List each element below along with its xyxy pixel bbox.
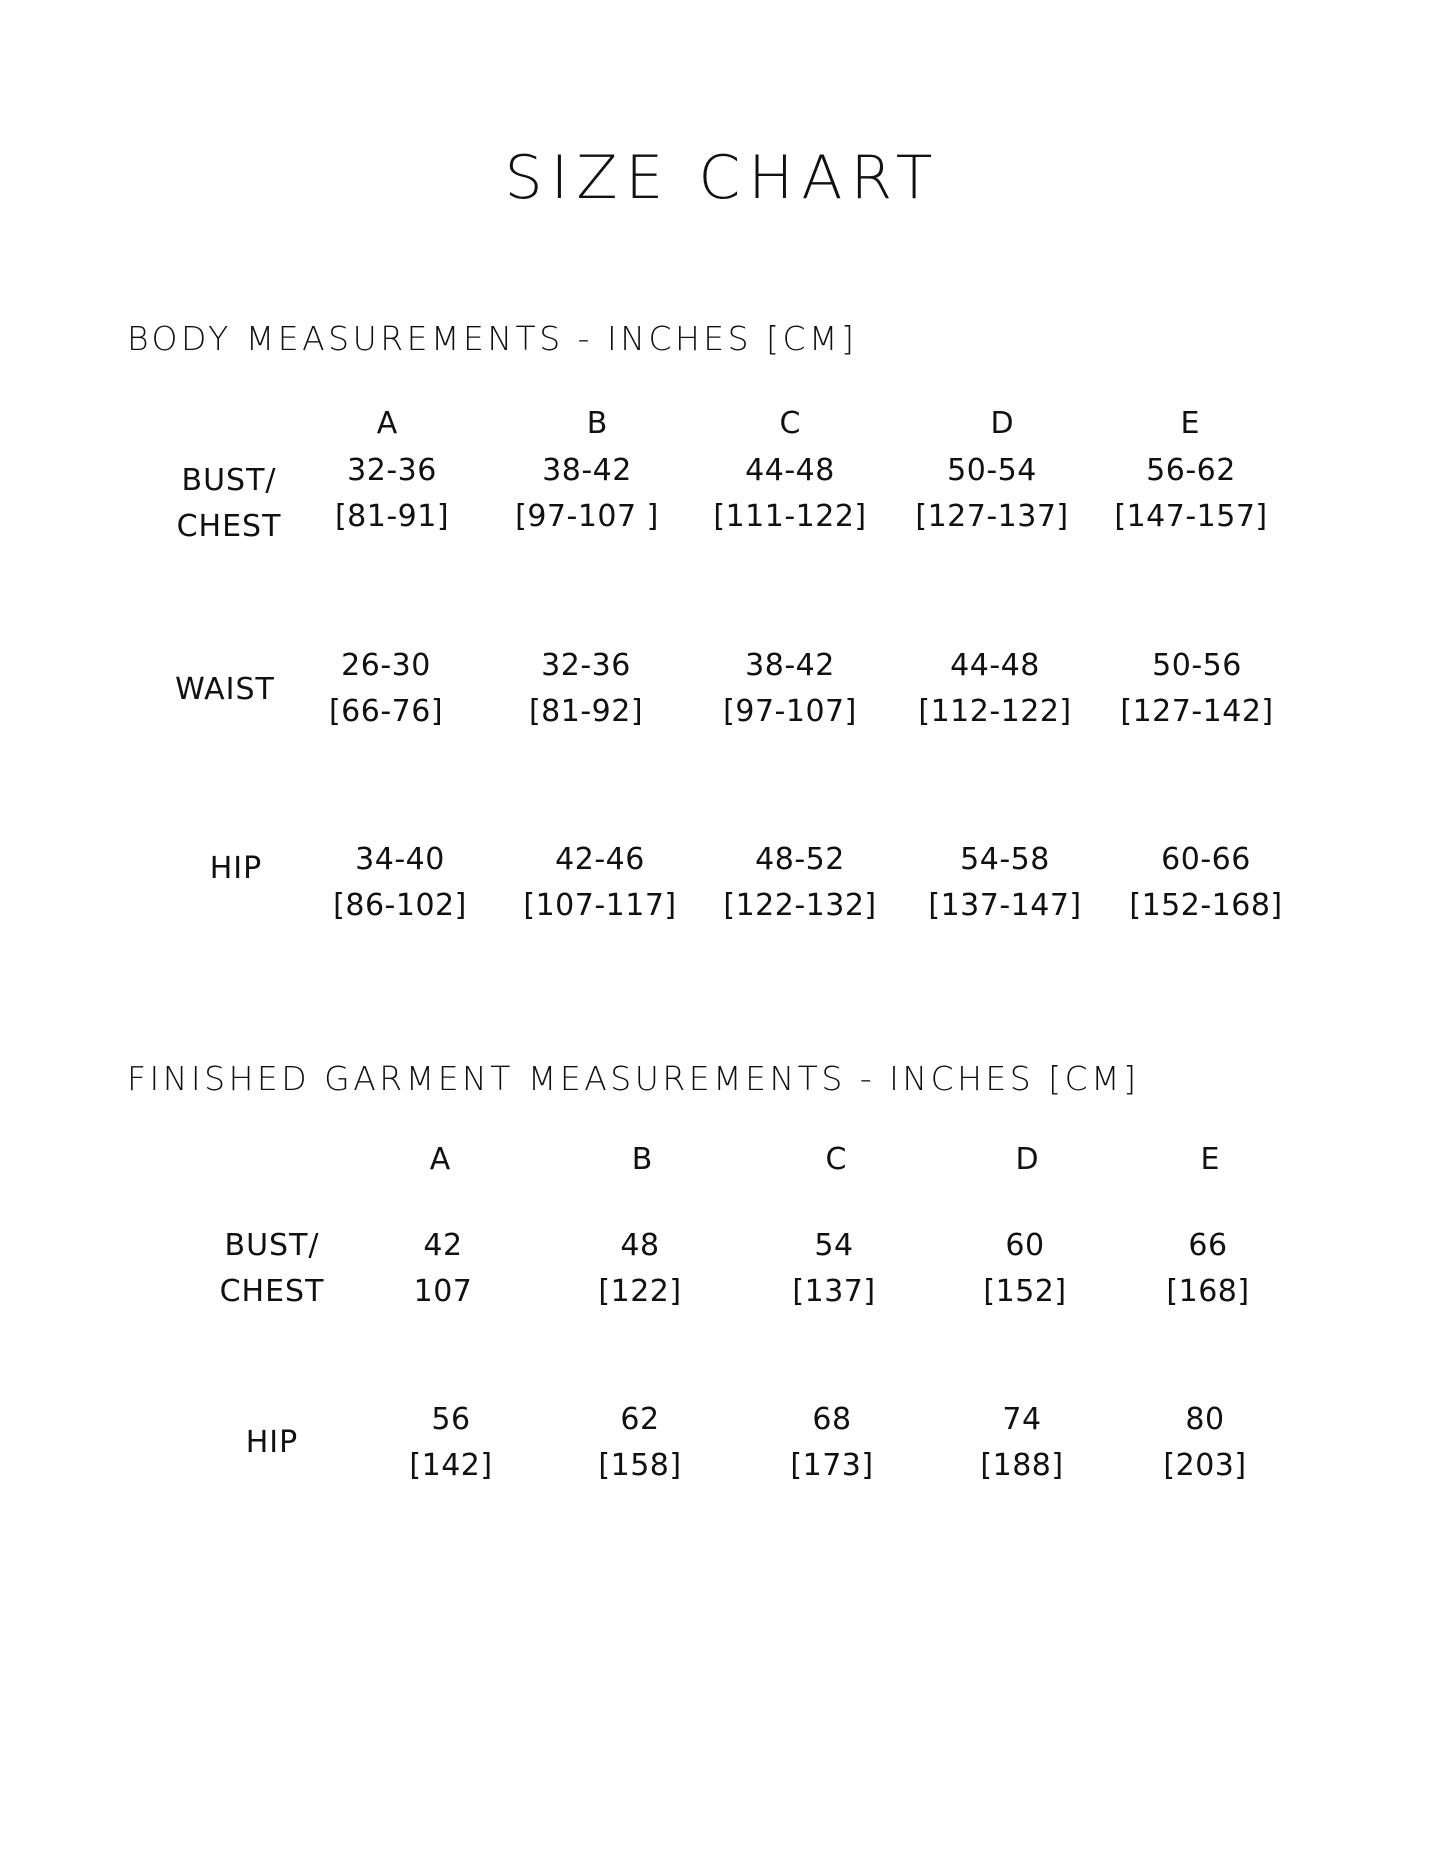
inches-value: 44-48: [745, 453, 835, 488]
cm-value: [66-76]: [328, 694, 444, 729]
cm-value: [107-117]: [523, 888, 677, 923]
garment-col-header-c: C: [825, 1142, 847, 1177]
cm-value: [168]: [1166, 1274, 1250, 1309]
inches-value: 54: [814, 1228, 854, 1263]
cm-value: [152-168]: [1129, 888, 1283, 923]
page-title: SIZE CHART: [504, 143, 941, 213]
row-label-line: CHEST: [219, 1274, 325, 1309]
body-hip-cell-d: [928, 837, 1081, 929]
cm-value: [81-92]: [528, 694, 644, 729]
body-waist-cell-d: [918, 643, 1071, 735]
garment-col-header-b: B: [631, 1142, 653, 1177]
body-bust-cell-b: [515, 448, 659, 540]
row-label-line: HIP: [209, 851, 263, 886]
inches-value: 66: [1188, 1228, 1228, 1263]
inches-value: 38-42: [542, 453, 632, 488]
cm-value: 107: [413, 1274, 473, 1309]
body-col-header-a: A: [376, 406, 398, 441]
body-waist-cell-a: [329, 643, 443, 735]
cm-value: [142]: [409, 1448, 493, 1483]
inches-value: 68: [812, 1402, 852, 1437]
inches-value: 32-36: [541, 648, 631, 683]
row-label-line: BUST/: [181, 463, 277, 498]
row-label-line: HIP: [245, 1425, 299, 1460]
garment-measurements-heading: FINISHED GARMENT MEASUREMENTS - INCHES [CM]: [127, 1059, 1140, 1098]
cm-value: [147-157]: [1114, 499, 1268, 534]
garment-hip-cell-a: [409, 1397, 492, 1489]
inches-value: 54-58: [960, 842, 1050, 877]
body-bust-cell-e: [1114, 448, 1267, 540]
cm-value: [97-107 ]: [515, 499, 659, 534]
cm-value: [122-132]: [723, 888, 877, 923]
inches-value: 50-56: [1152, 648, 1242, 683]
cm-value: [127-137]: [915, 499, 1069, 534]
garment-bust-cell-a: [414, 1223, 473, 1315]
inches-value: 38-42: [745, 648, 835, 683]
inches-value: 80: [1185, 1402, 1225, 1437]
inches-value: 56: [431, 1402, 471, 1437]
cm-value: [152]: [983, 1274, 1067, 1309]
garment-col-header-a: A: [429, 1142, 451, 1177]
inches-value: 48-52: [755, 842, 845, 877]
body-measurements-heading: BODY MEASUREMENTS - INCHES [CM]: [127, 319, 858, 358]
cm-value: [127-142]: [1120, 694, 1274, 729]
cm-value: [112-122]: [918, 694, 1072, 729]
cm-value: [173]: [790, 1448, 874, 1483]
garment-bust-cell-e: [1166, 1223, 1249, 1315]
body-col-header-c: C: [779, 406, 801, 441]
body-waist-cell-c: [723, 643, 857, 735]
inches-value: 42-46: [555, 842, 645, 877]
cm-value: [111-122]: [713, 499, 867, 534]
body-hip-cell-b: [523, 837, 676, 929]
body-row-label-bust-chest: [177, 458, 282, 550]
body-waist-cell-b: [529, 643, 643, 735]
inches-value: 44-48: [950, 648, 1040, 683]
inches-value: 60-66: [1161, 842, 1251, 877]
body-col-header-b: B: [586, 406, 608, 441]
garment-bust-cell-c: [792, 1223, 875, 1315]
garment-row-label-hip: [246, 1420, 299, 1466]
garment-col-header-e: E: [1200, 1142, 1220, 1177]
garment-bust-cell-d: [983, 1223, 1066, 1315]
inches-value: 56-62: [1146, 453, 1236, 488]
body-bust-cell-d: [915, 448, 1068, 540]
inches-value: 62: [620, 1402, 660, 1437]
body-bust-cell-c: [713, 448, 866, 540]
inches-value: 26-30: [341, 648, 431, 683]
garment-hip-cell-b: [598, 1397, 681, 1489]
body-col-header-d: D: [990, 406, 1014, 441]
cm-value: [81-91]: [334, 499, 450, 534]
garment-hip-cell-e: [1163, 1397, 1246, 1489]
body-row-label-hip: [210, 846, 263, 892]
cm-value: [158]: [598, 1448, 682, 1483]
body-hip-cell-e: [1129, 837, 1282, 929]
body-col-header-e: E: [1180, 406, 1200, 441]
garment-col-header-d: D: [1015, 1142, 1039, 1177]
body-bust-cell-a: [335, 448, 449, 540]
row-label-line: CHEST: [176, 509, 282, 544]
cm-value: [122]: [598, 1274, 682, 1309]
cm-value: [137-147]: [928, 888, 1082, 923]
garment-row-label-bust-chest: [220, 1223, 325, 1315]
row-label-line: WAIST: [175, 672, 275, 707]
row-label-line: BUST/: [224, 1228, 320, 1263]
garment-bust-cell-b: [598, 1223, 681, 1315]
garment-hip-cell-c: [790, 1397, 873, 1489]
garment-hip-cell-d: [980, 1397, 1063, 1489]
body-row-label-waist: [175, 667, 275, 713]
cm-value: [203]: [1163, 1448, 1247, 1483]
body-hip-cell-c: [723, 837, 876, 929]
inches-value: 74: [1002, 1402, 1042, 1437]
inches-value: 50-54: [947, 453, 1037, 488]
inches-value: 32-36: [347, 453, 437, 488]
inches-value: 34-40: [355, 842, 445, 877]
body-waist-cell-e: [1120, 643, 1273, 735]
inches-value: 42: [423, 1228, 463, 1263]
inches-value: 60: [1005, 1228, 1045, 1263]
cm-value: [86-102]: [333, 888, 467, 923]
cm-value: [137]: [792, 1274, 876, 1309]
body-hip-cell-a: [333, 837, 467, 929]
cm-value: [97-107]: [723, 694, 857, 729]
inches-value: 48: [620, 1228, 660, 1263]
cm-value: [188]: [980, 1448, 1064, 1483]
